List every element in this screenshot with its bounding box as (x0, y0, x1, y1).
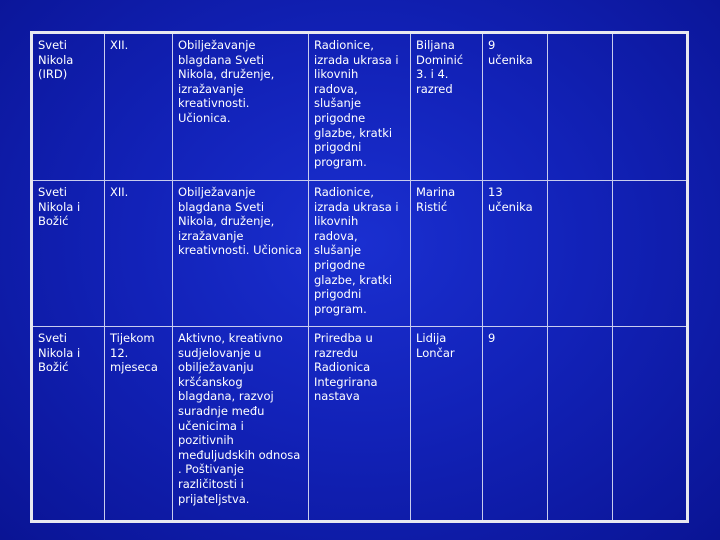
activity-description-cell: Obilježavanje blagdana Sveti Nikola, druženje, izražavanje kreativnosti. Učionica (173, 181, 309, 327)
table-row (32, 181, 688, 327)
time-cell: XII. (105, 181, 173, 327)
activity-name-cell: Sveti Nikola (IRD) (32, 33, 105, 181)
method-cell: Radionice, izrada ukrasa i likovnih radova, slušanje prigodne glazbe, kratki prigodni program. (309, 181, 411, 327)
empty-cell (548, 181, 613, 327)
activity-description-cell: Obilježavanje blagdana Sveti Nikola, druženje, izražavanje kreativnosti. Učionica. (173, 33, 309, 181)
empty-cell (548, 33, 613, 181)
time-cell: Tijekom 12. mjeseca (105, 327, 173, 522)
empty-cell (613, 181, 688, 327)
empty-cell (613, 33, 688, 181)
empty-cell (548, 327, 613, 522)
table-row (32, 33, 688, 181)
leader-cell: Marina Ristić (411, 181, 483, 327)
participants-cell: 9 (483, 327, 548, 522)
method-cell: Radionice, izrada ukrasa i likovnih radova, slušanje prigodne glazbe, kratki prigodni program. (309, 33, 411, 181)
time-cell: XII. (105, 33, 173, 181)
table-row (32, 327, 688, 522)
activity-description-cell: Aktivno, kreativno sudjelovanje u obilježavanju kršćanskog blagdana, razvoj suradnje među učenicima i pozitivnih međuljudskih odnosa . Poštivanje različitosti i prijateljstva. (173, 327, 309, 522)
leader-cell: Lidija Lončar (411, 327, 483, 522)
empty-cell (613, 327, 688, 522)
leader-cell: Biljana Dominić 3. i 4. razred (411, 33, 483, 181)
participants-cell: 9 učenika (483, 33, 548, 181)
method-cell: Priredba u razredu Radionica Integrirana nastava (309, 327, 411, 522)
activity-name-cell: Sveti Nikola i Božić (32, 327, 105, 522)
participants-cell: 13 učenika (483, 181, 548, 327)
activity-table (30, 31, 689, 523)
activity-name-cell: Sveti Nikola i Božić (32, 181, 105, 327)
